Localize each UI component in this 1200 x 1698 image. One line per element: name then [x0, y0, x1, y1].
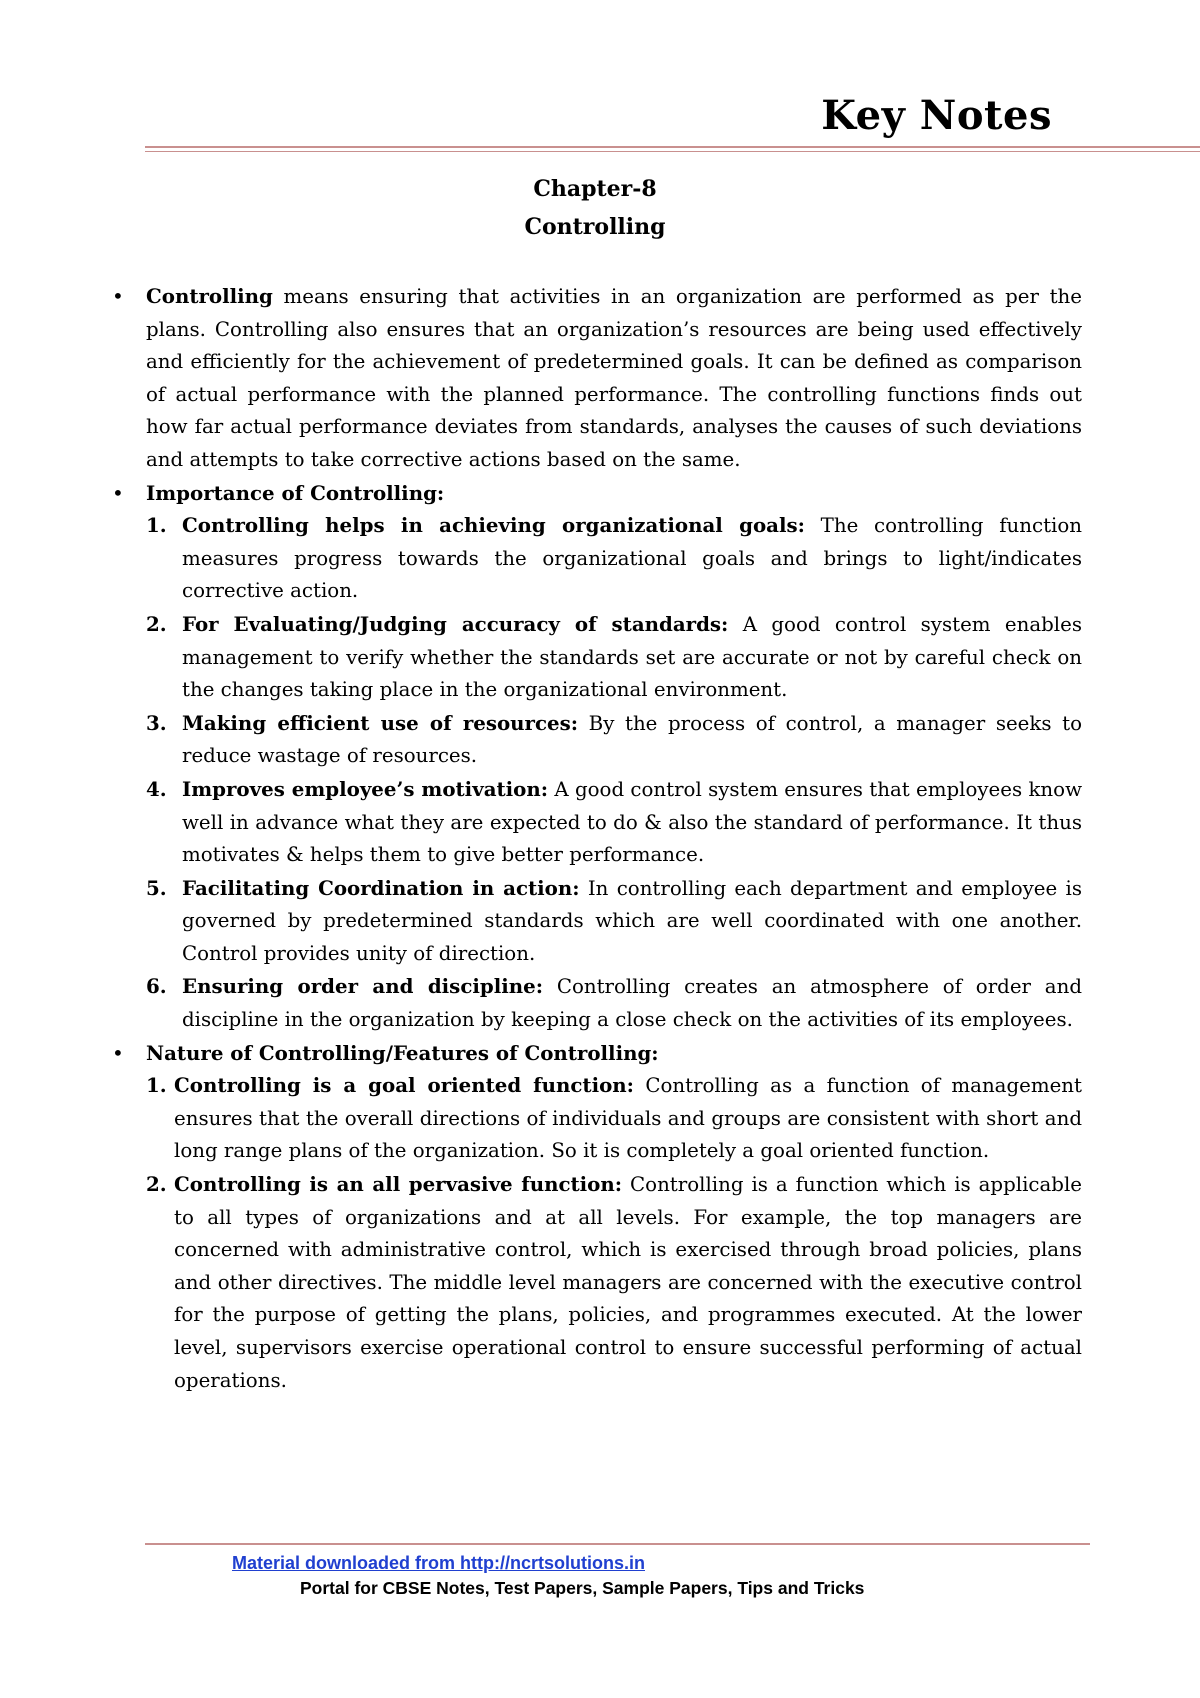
item-title: For Evaluating/Judging accuracy of standards: [182, 611, 729, 636]
importance-list [108, 509, 1082, 1037]
nature-heading: Nature of Controlling/Features of Controlling: [146, 1040, 659, 1065]
header-rule-thin [145, 151, 1200, 152]
item-title: Controlling is a goal oriented function: [174, 1073, 634, 1098]
item-number: 1. [146, 1073, 167, 1098]
bullet-icon: • [112, 480, 124, 505]
bullet-icon: • [112, 284, 124, 308]
importance-bullet [108, 477, 1082, 510]
list-item [108, 1168, 1082, 1397]
item-text: The controlling function measures progress towards the organizational goals and brings to light/indicates corrective action. [182, 514, 1083, 603]
item-number: 3. [146, 710, 167, 735]
list-item [108, 1069, 1082, 1168]
list-item [108, 707, 1082, 773]
header-rule [145, 146, 1200, 148]
item-text: A good control system enables management to verify whether the standards set are accurate or not by careful check on the changes taking place in the organizational environment. [182, 612, 1082, 702]
nature-bullet [108, 1037, 1082, 1070]
intro-text: means ensuring that activities in an organization are performed as per the plans. Controlling also ensures that an organization’s resources are being used effectively and efficiently for the achievement of predetermined goals. It can be defined as comparison of actual performance with the planned performance. The controlling functions finds out how far actual performance deviates from standards, analyses the causes of such deviations and attempts to take corrective actions based on the same. [146, 285, 1082, 471]
footer-rule [145, 1543, 1090, 1545]
intro-term: Controlling [146, 284, 273, 308]
source-link[interactable]: Material downloaded from http://ncrtsolutions.in [232, 1553, 645, 1573]
page-header-title: Key Notes [821, 92, 1052, 139]
notes-content [108, 280, 1082, 1397]
item-text: Controlling creates an atmosphere of order and discipline in the organization by keeping a close check on the activities of its employees. [182, 975, 1082, 1032]
item-text: By the process of control, a manager seeks to reduce wastage of resources. [182, 711, 1082, 768]
item-title: Controlling is an all pervasive function: [174, 1172, 623, 1197]
list-item [108, 608, 1082, 707]
footer-tagline: Portal for CBSE Notes, Test Papers, Sample Papers, Tips and Tricks [300, 1578, 865, 1598]
item-text: Controlling is a function which is applicable to all types of organizations and at all levels. For example, the top managers are concerned with administrative control, which is exercised through broad policies, plans and other directives. The middle level managers are concerned with the executive control for the purpose of getting the plans, policies, and programmes executed. At the lower level, supervisors exercise operational control to ensure successful performing of actual operations. [174, 1173, 1082, 1392]
chapter-title: Controlling [524, 214, 666, 240]
chapter-number: Chapter-8 [533, 176, 657, 202]
item-text: A good control system ensures that employees know well in advance what they are expected to do & also the standard of performance. It thus motivates & helps them to give better performance. [182, 777, 1083, 867]
item-number: 5. [146, 875, 167, 900]
item-title: Facilitating Coordination in action: [182, 875, 580, 900]
item-title: Ensuring order and discipline: [182, 974, 544, 999]
item-title: Making efficient use of resources: [182, 710, 579, 735]
item-title: Improves employee’s motivation: [182, 776, 549, 801]
item-number: 1. [146, 513, 167, 538]
intro-paragraph [146, 280, 1082, 477]
item-number: 4. [146, 776, 167, 801]
item-text: Controlling as a function of management ensures that the overall directions of individuals and groups are consistent with short and long range plans of the organization. So it is completely a goal oriented function. [174, 1074, 1083, 1163]
item-number: 6. [146, 974, 167, 999]
importance-heading: Importance of Controlling: [146, 480, 445, 505]
list-item [108, 509, 1082, 608]
item-number: 2. [146, 611, 167, 636]
item-text: In controlling each department and employee is governed by predetermined standards which are well coordinated with one another. Control provides unity of direction. [182, 876, 1082, 965]
list-item [108, 773, 1082, 872]
bullet-icon: • [112, 1040, 124, 1065]
list-item [108, 872, 1082, 971]
item-title: Controlling helps in achieving organizational goals: [182, 513, 805, 538]
nature-list [108, 1069, 1082, 1397]
item-number: 2. [146, 1172, 167, 1197]
intro-bullet [108, 280, 1082, 477]
list-item [108, 970, 1082, 1036]
